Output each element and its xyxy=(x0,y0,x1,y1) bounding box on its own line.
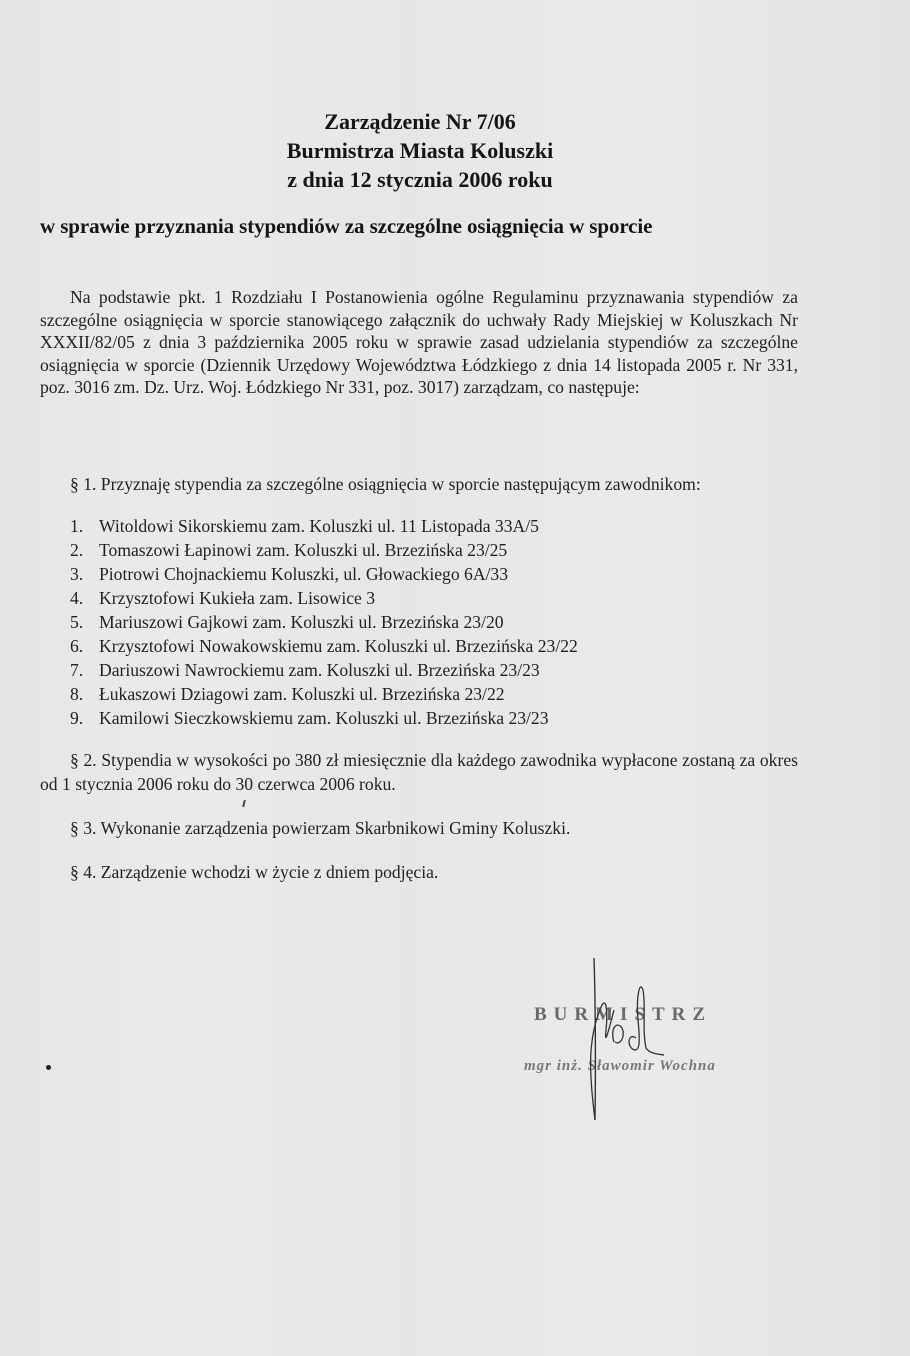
issue-date: z dnia 12 stycznia 2006 roku xyxy=(287,167,553,192)
list-number: 9. xyxy=(70,708,84,728)
list-text: Krzysztofowi Kukieła zam. Lisowice 3 xyxy=(99,588,376,608)
document-header xyxy=(0,107,840,194)
stamp-name: mgr inż. Sławomir Wochna xyxy=(524,1058,716,1074)
list-item xyxy=(70,514,578,538)
list-text: Witoldowi Sikorskiemu zam. Koluszki ul. 11 Listopada 33A/5 xyxy=(99,516,539,536)
list-item xyxy=(70,538,578,562)
list-text: Mariuszowi Gajkowi zam. Koluszki ul. Brzezińska 23/20 xyxy=(99,612,504,632)
list-item xyxy=(70,610,578,634)
section-3-text: § 3. Wykonanie zarządzenia powierzam Skarbnikowi Gminy Koluszki. xyxy=(70,818,571,838)
list-number: 2. xyxy=(70,540,84,560)
preamble-text: Na podstawie pkt. 1 Rozdziału I Postanowienia ogólne Regulaminu przyznawania stypendiów za szczególne osiągnięcia w sporcie stanowiącego załącznik do uchwały Rady Miejskiej w Koluszkach Nr XXXII/82/05 z dnia 3 października 2005 roku w sprawie zasad udzielania stypendiów za szczególne osiągnięcia w sporcie (Dziennik Urzędowy Województwa Łódzkiego z dnia 14 listopada 2005 r. Nr 331, poz. 3016 zm. Dz. Urz. Woj. Łódzkiego Nr 331, poz. 3017) zarządzam, co następuje: xyxy=(40,287,798,398)
ordinance-number: Zarządzenie Nr 7/06 xyxy=(324,109,516,134)
list-item xyxy=(70,562,578,586)
list-number: 3. xyxy=(70,564,84,584)
list-item xyxy=(70,658,578,682)
list-number: 7. xyxy=(70,660,84,680)
list-number: 4. xyxy=(70,588,84,608)
handwritten-signature xyxy=(580,950,680,1125)
recipient-list xyxy=(70,514,578,730)
list-text: Krzysztofowi Nowakowskiemu zam. Koluszki ul. Brzezińska 23/22 xyxy=(99,636,578,656)
ink-mark xyxy=(242,800,246,807)
section-4-text: § 4. Zarządzenie wchodzi w życie z dniem podjęcia. xyxy=(70,862,439,882)
list-item xyxy=(70,682,578,706)
list-number: 6. xyxy=(70,636,84,656)
list-text: Piotrowi Chojnackiemu Koluszki, ul. Głowackiego 6A/33 xyxy=(99,564,509,584)
section-4 xyxy=(40,860,798,884)
preamble xyxy=(40,286,798,399)
section-1-text: § 1. Przyznaję stypendia za szczególne osiągnięcia w sporcie następującym zawodnikom: xyxy=(70,474,701,494)
list-item xyxy=(70,634,578,658)
section-2-text: § 2. Stypendia w wysokości po 380 zł miesięcznie dla każdego zawodnika wypłacone zostaną za okres od 1 stycznia 2006 roku do 30 czerwca 2006 roku. xyxy=(40,750,798,794)
list-text: Tomaszowi Łapinowi zam. Koluszki ul. Brzezińska 23/25 xyxy=(99,540,508,560)
list-number: 8. xyxy=(70,684,84,704)
section-2 xyxy=(40,748,798,796)
list-item xyxy=(70,706,578,730)
list-text: Kamilowi Sieczkowskiemu zam. Koluszki ul. Brzezińska 23/23 xyxy=(99,708,549,728)
ink-dot xyxy=(46,1065,51,1070)
list-item xyxy=(70,586,578,610)
document-subject: w sprawie przyznania stypendiów za szczególne osiągnięcia w sporcie xyxy=(40,214,653,238)
list-text: Dariuszowi Nawrockiemu zam. Koluszki ul. Brzezińska 23/23 xyxy=(99,660,540,680)
section-1 xyxy=(40,472,798,496)
list-number: 1. xyxy=(70,516,84,536)
stamp-title: BURMISTRZ xyxy=(534,1004,713,1025)
list-text: Łukaszowi Dziagowi zam. Koluszki ul. Brzezińska 23/22 xyxy=(99,684,505,704)
section-3 xyxy=(40,816,798,840)
issuer: Burmistrza Miasta Koluszki xyxy=(286,138,554,163)
list-number: 5. xyxy=(70,612,84,632)
